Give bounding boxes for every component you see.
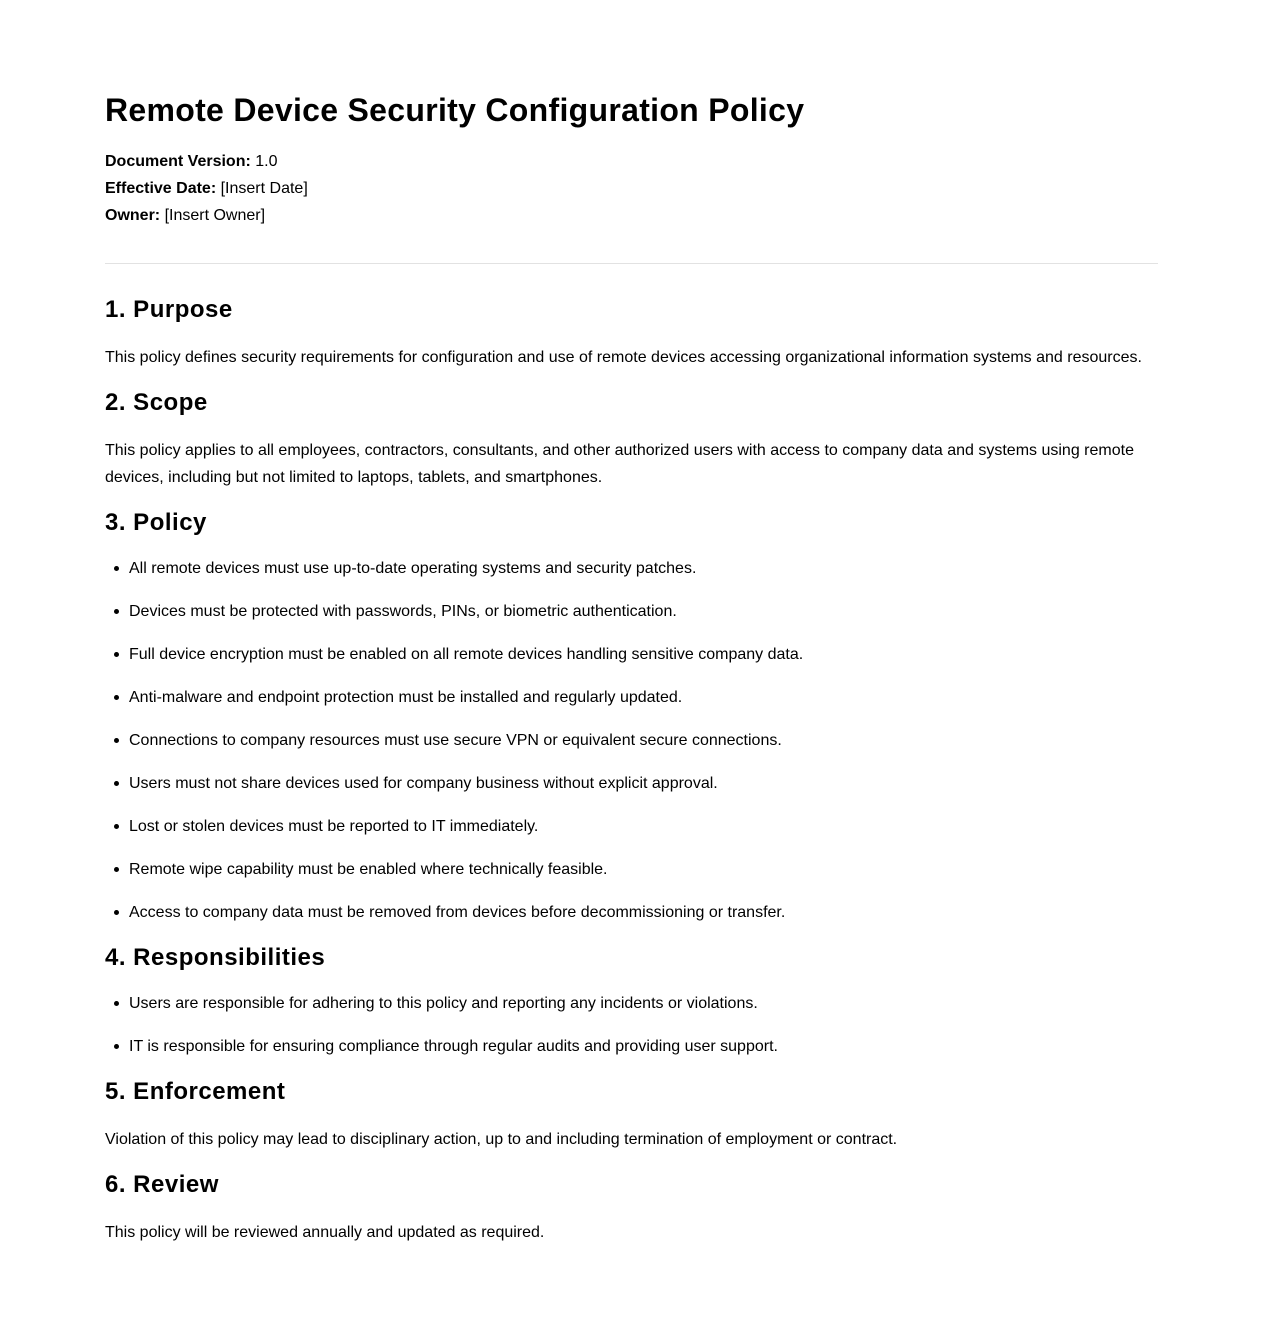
meta-version-value: 1.0 (255, 153, 278, 170)
policy-item (105, 555, 1158, 582)
header-divider (105, 263, 1158, 264)
meta-version (105, 148, 1158, 175)
bullet-icon (114, 652, 119, 657)
policy-item-text: Remote wipe capability must be enabled where technically feasible. (129, 861, 608, 878)
bullet-icon (114, 1044, 119, 1049)
meta-version-label: Document Version: (105, 153, 251, 170)
policy-item-text: Anti-malware and endpoint protection must be installed and regularly updated. (129, 689, 683, 706)
policy-item-text: Connections to company resources must use secure VPN or equivalent secure connections. (129, 732, 782, 749)
responsibilities-heading: 4. Responsibilities (105, 944, 326, 971)
meta-owner (105, 202, 1158, 229)
scope-heading: 2. Scope (105, 389, 208, 416)
review-text: This policy will be reviewed annually and updated as required. (105, 1224, 545, 1241)
meta-effective-date-label: Effective Date: (105, 180, 217, 197)
policy-list (105, 555, 1158, 926)
enforcement-heading: 5. Enforcement (105, 1078, 286, 1105)
policy-item (105, 813, 1158, 840)
meta-effective-date-value: [Insert Date] (220, 180, 308, 197)
bullet-icon (114, 824, 119, 829)
enforcement-text: Violation of this policy may lead to disciplinary action, up to and including termination of employment or contract. (105, 1131, 898, 1148)
bullet-icon (114, 867, 119, 872)
policy-item (105, 899, 1158, 926)
responsibility-item (105, 990, 1158, 1017)
responsibilities-list (105, 990, 1158, 1060)
policy-item (105, 770, 1158, 797)
purpose-text: This policy defines security requirements for configuration and use of remote devices accessing organizational information systems and resources. (105, 349, 1142, 366)
policy-item (105, 598, 1158, 625)
meta-effective-date (105, 175, 1158, 202)
policy-item (105, 856, 1158, 883)
policy-item-text: Lost or stolen devices must be reported to IT immediately. (129, 818, 539, 835)
policy-item (105, 727, 1158, 754)
bullet-icon (114, 781, 119, 786)
policy-item-text: All remote devices must use up-to-date operating systems and security patches. (129, 560, 697, 577)
document-title: Remote Device Security Configuration Policy (105, 92, 805, 128)
policy-item-text: Access to company data must be removed from devices before decommissioning or transfer. (129, 904, 786, 921)
policy-item-text: Full device encryption must be enabled on all remote devices handling sensitive company data. (129, 646, 804, 663)
bullet-icon (114, 695, 119, 700)
responsibility-item-text: IT is responsible for ensuring compliance through regular audits and providing user support. (129, 1038, 778, 1055)
policy-heading: 3. Policy (105, 509, 207, 536)
bullet-icon (114, 566, 119, 571)
scope-text: This policy applies to all employees, contractors, consultants, and other authorized users with access to company data and systems using remote devices, including but not limited to laptops, tablets, and smartphones. (105, 442, 1134, 486)
bullet-icon (114, 738, 119, 743)
meta-owner-value: [Insert Owner] (164, 207, 266, 224)
responsibility-item-text: Users are responsible for adhering to this policy and reporting any incidents or violations. (129, 995, 758, 1012)
policy-item (105, 684, 1158, 711)
bullet-icon (114, 1001, 119, 1006)
purpose-heading: 1. Purpose (105, 296, 233, 323)
bullet-icon (114, 910, 119, 915)
policy-item-text: Devices must be protected with passwords, PINs, or biometric authentication. (129, 603, 677, 620)
policy-item-text: Users must not share devices used for company business without explicit approval. (129, 775, 718, 792)
meta-owner-label: Owner: (105, 207, 161, 224)
responsibility-item (105, 1033, 1158, 1060)
policy-item (105, 641, 1158, 668)
bullet-icon (114, 609, 119, 614)
review-heading: 6. Review (105, 1171, 219, 1198)
document-meta (105, 148, 1158, 229)
